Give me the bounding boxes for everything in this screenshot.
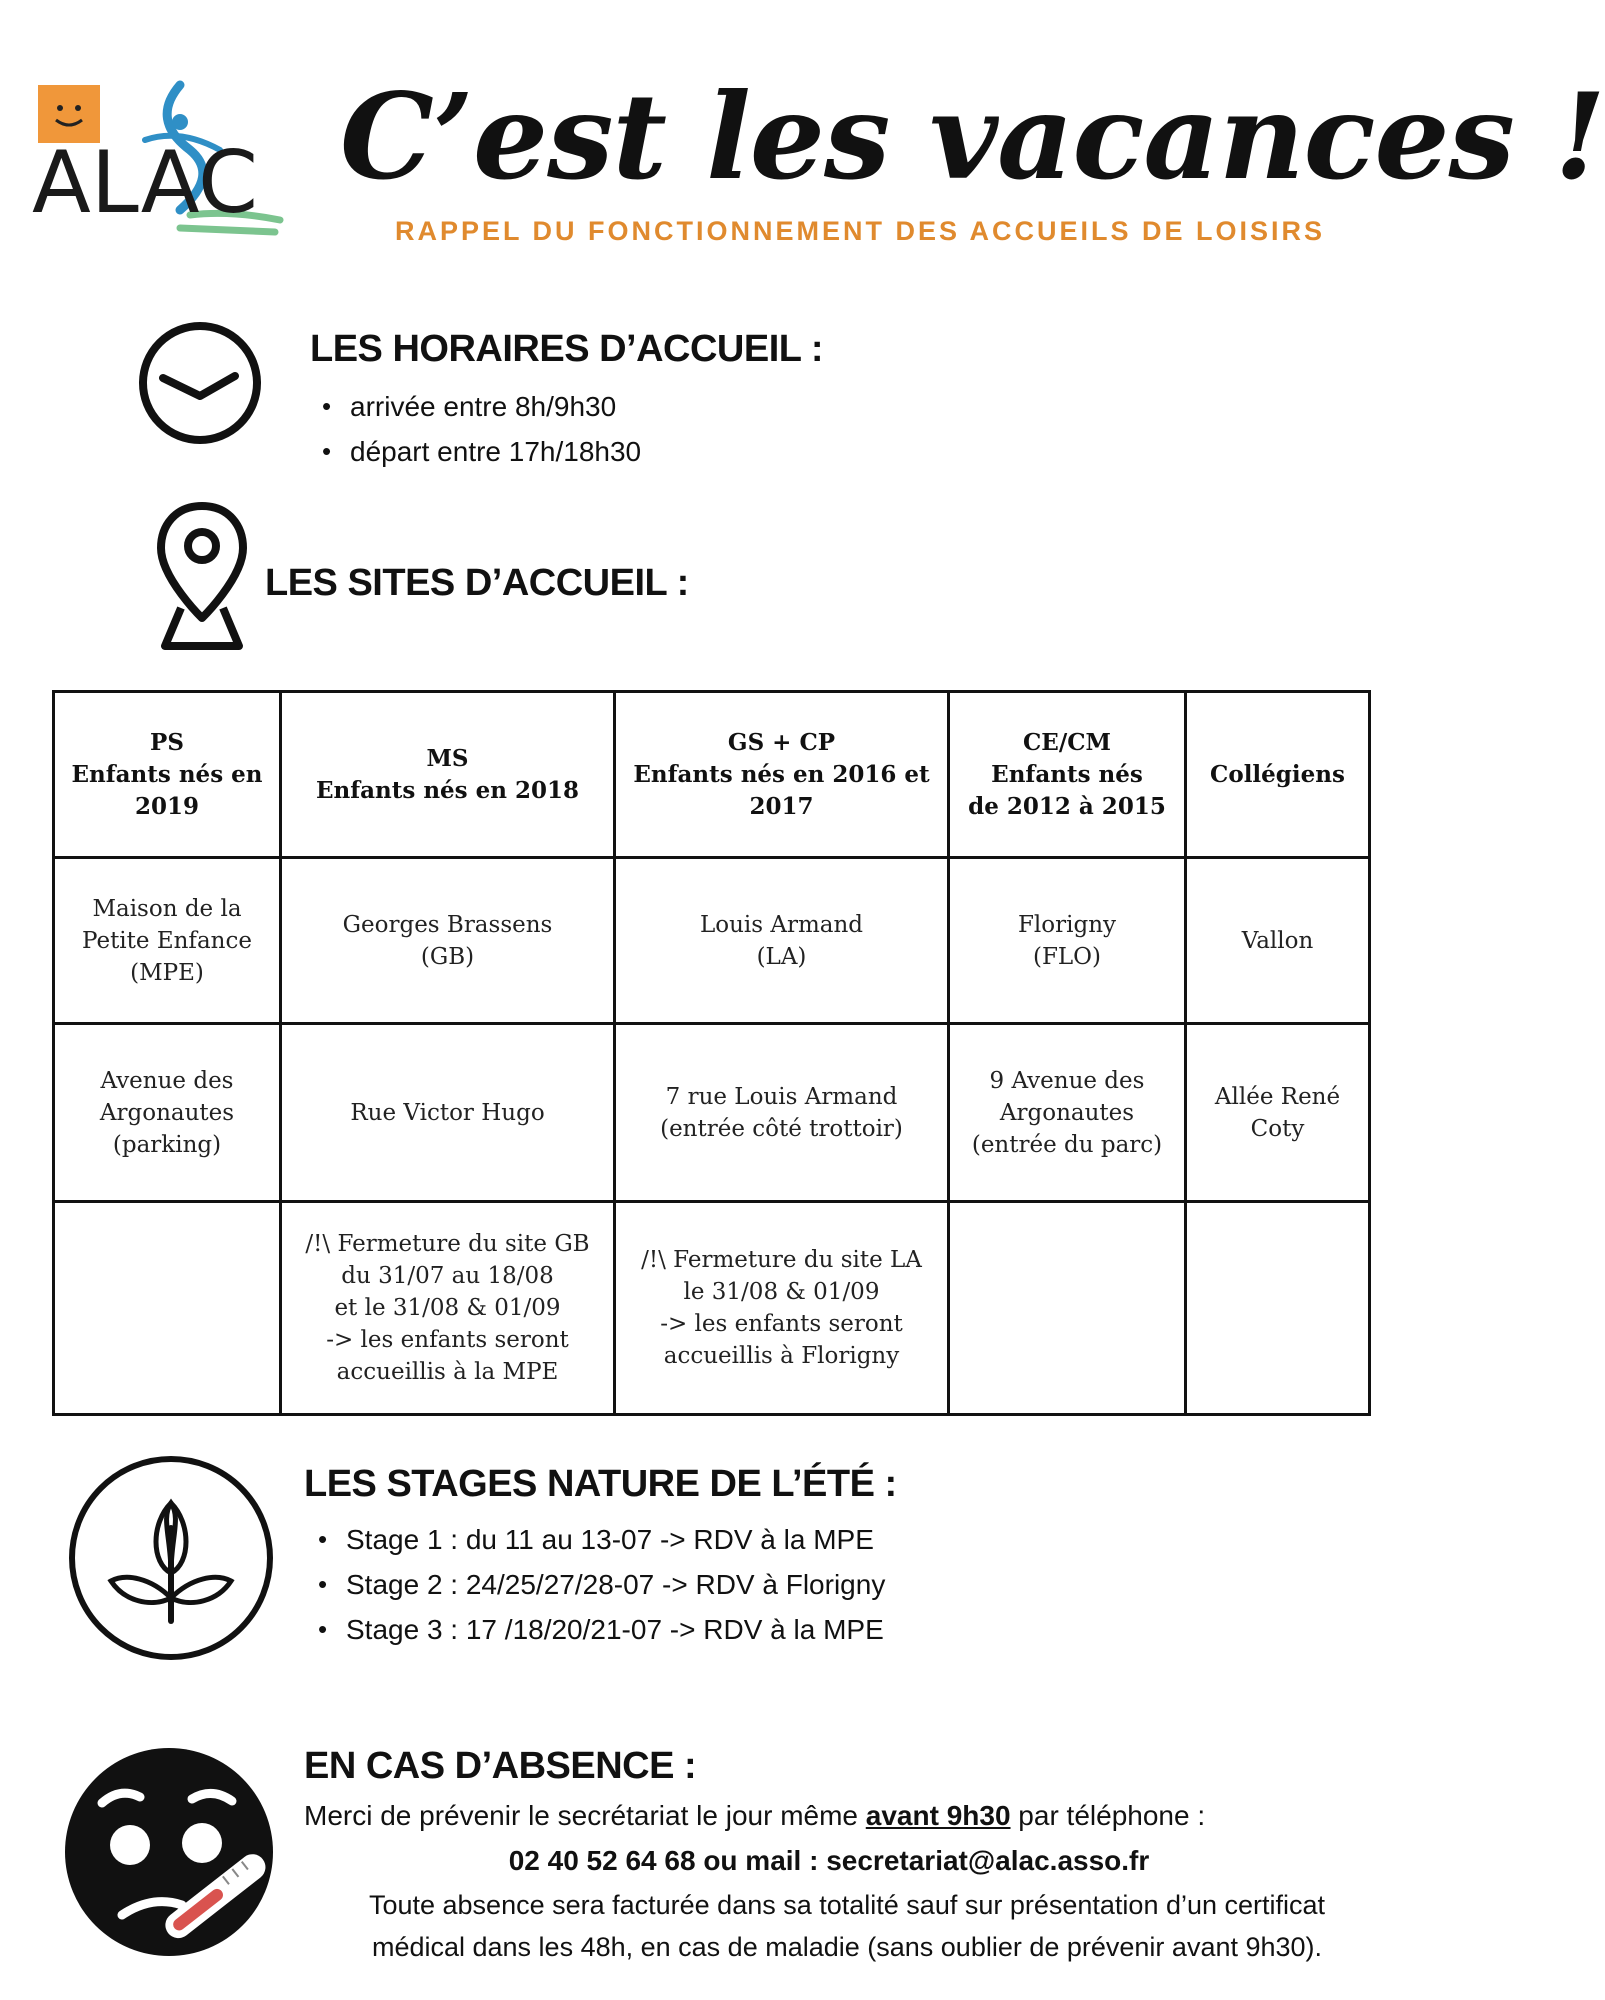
table-row	[54, 1024, 1370, 1201]
plant-icon	[66, 1453, 276, 1663]
table-row	[54, 858, 1370, 1024]
page-subtitle: RAPPEL DU FONCTIONNEMENT DES ACCUEILS DE LOISIRS	[394, 216, 1326, 246]
sick-face-icon	[62, 1745, 276, 1959]
table-cell: Allée René Coty	[1186, 1024, 1370, 1201]
table-cell: Florigny (FLO)	[949, 858, 1186, 1024]
header-cell-ce-cm: CE/CM Enfants nés de 2012 à 2015	[949, 692, 1186, 858]
table-cell: /!\ Fermeture du site LA le 31/08 & 01/09 -> les enfants seront accueillis à Florigny	[615, 1201, 949, 1414]
contact-info: 02 40 52 64 68 ou mail : secretariat@alac.asso.fr	[508, 1845, 1150, 1876]
horaires-list	[318, 384, 641, 474]
header-cell-ms: MS Enfants nés en 2018	[281, 692, 615, 858]
header-cell-collegiens: Collégiens	[1186, 692, 1370, 858]
table-cell: /!\ Fermeture du site GB du 31/07 au 18/08 et le 31/08 & 01/09 -> les enfants seront accueillis à la MPE	[281, 1201, 615, 1414]
list-item: • Stage 2 : 24/25/27/28-07 -> RDV à Florigny	[314, 1562, 885, 1607]
list-item: • départ entre 17h/18h30	[318, 429, 641, 474]
page-title: C’est les vacances !	[340, 67, 1605, 206]
svg-text:ALAC: ALAC	[32, 133, 259, 233]
alac-logo	[30, 80, 300, 250]
sites-table	[52, 690, 1371, 1416]
stages-list	[314, 1517, 885, 1652]
table-cell: Georges Brassens (GB)	[281, 858, 615, 1024]
absence-note-line1: Toute absence sera facturée dans sa totalité sauf sur présentation d’un certificat	[368, 1890, 1326, 1920]
table-cell	[54, 1201, 281, 1414]
list-item: • arrivée entre 8h/9h30	[318, 384, 641, 429]
location-pin-icon	[155, 500, 250, 655]
list-item: • Stage 3 : 17 /18/20/21-07 -> RDV à la MPE	[314, 1607, 885, 1652]
header-cell-ps: PS Enfants nés en 2019	[54, 692, 281, 858]
table-header-row	[54, 692, 1370, 858]
absence-instruction: Merci de prévenir le secrétariat le jour même avant 9h30 par téléphone :	[304, 1800, 1206, 1831]
table-cell: Vallon	[1186, 858, 1370, 1024]
table-cell: Rue Victor Hugo	[281, 1024, 615, 1201]
table-cell: 7 rue Louis Armand (entrée côté trottoir)	[615, 1024, 949, 1201]
table-cell: Louis Armand (LA)	[615, 858, 949, 1024]
absence-note-line2: médical dans les 48h, en cas de maladie (sans oublier de prévenir avant 9h30).	[371, 1932, 1323, 1962]
absence-title: EN CAS D’ABSENCE :	[304, 1745, 697, 1787]
header-cell-gs-cp: GS + CP Enfants nés en 2016 et 2017	[615, 692, 949, 858]
table-row	[54, 1201, 1370, 1414]
horaires-title: LES HORAIRES D’ACCUEIL :	[310, 328, 824, 370]
deadline-emphasis: avant 9h30	[865, 1800, 1011, 1831]
table-cell	[1186, 1201, 1370, 1414]
clock-icon	[135, 318, 265, 448]
stages-title: LES STAGES NATURE DE L’ÉTÉ :	[304, 1463, 897, 1505]
sites-title: LES SITES D’ACCUEIL :	[265, 562, 689, 604]
table-cell: Avenue des Argonautes (parking)	[54, 1024, 281, 1201]
table-cell: 9 Avenue des Argonautes (entrée du parc)	[949, 1024, 1186, 1201]
table-cell: Maison de la Petite Enfance (MPE)	[54, 858, 281, 1024]
list-item: • Stage 1 : du 11 au 13-07 -> RDV à la MPE	[314, 1517, 885, 1562]
table-cell	[949, 1201, 1186, 1414]
